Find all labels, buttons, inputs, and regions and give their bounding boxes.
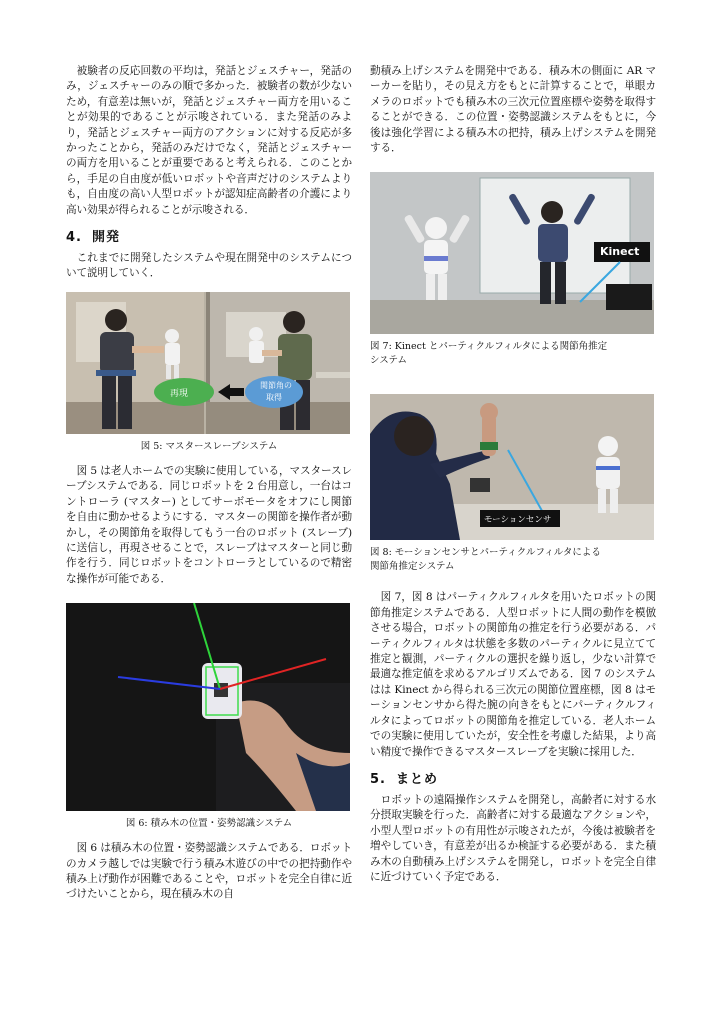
figure-7-caption-line2: システム — [370, 355, 408, 367]
figure-7-caption-line1: 図 7: Kinect とパーティクルフィルタによる関節角推定 — [370, 341, 608, 353]
section-4-title: 開発 — [91, 230, 120, 246]
figure-5-caption: 図 5: マスタースレーブシステム — [140, 440, 278, 452]
right-column — [370, 64, 656, 885]
section-5-heading — [370, 768, 656, 787]
paragraph-figure-6: 図 6 は積み木の位置・姿勢認識システムである．ロボットのカメラ越しでは実験で行う積み木遊びの中での把持動作や積み上げ動作が困難であることや，ロボットを完全自律に近づけたいことから，現在積み木の自 — [66, 842, 352, 901]
figure-8-image — [370, 394, 654, 540]
figure-8-label-sensor: モーションセンサ — [484, 515, 552, 526]
paragraph-continued: 動積み上げシステムを開発中である．積み木の側面に AR マーカーを貼り，その見え方をもとに計算することで，単眼カメラのロボットでも積み木の三次元位置座標や姿勢を取得することができる．この位置・姿勢認識システムをもとに，今後は強化学習による積み木の把持，積み上げシステムを開発する． — [370, 65, 656, 155]
paragraph-section-5: ロボットの遠隔操作システムを開発し，高齢者に対する水分摂取実験を行った．高齢者に対する最適なアクションや，小型人型ロボットの有用性が示唆されたが，今後は被験者を増やしていき，有意差が出るか検証する必要がある．また積み木の自動積み上げシステムを開発し，ロボットを完全自律に近づけていく予定である． — [370, 793, 656, 883]
figure-7-image — [370, 172, 654, 334]
paragraph-intro: 被験者の反応回数の平均は，発話とジェスチャー，発話のみ，ジェスチャーのみの順で多かった．被験者の数が少ないため，有意差は無いが，発話とジェスチャー両方を用いることが効果的であることが示唆されている．また発話のみより，発話とジェスチャー両方のアクションに対する反応が多かったことから，発話のみだけでなく，発話とジェスチャーの両方を用いることが重要であると考えられる．このことから，手足の自由度が低いロボットや音声だけのシステムよりも，自由度の高い人型ロボットが認知症高齢者の介護により高い効果が得られることが示唆される． — [66, 65, 352, 216]
figure-8-caption-line2: 関節角推定システム — [370, 561, 455, 573]
section-5-title: まとめ — [395, 771, 438, 787]
figure-8-caption — [370, 546, 656, 574]
figure-5-label-replay: 再現 — [170, 388, 189, 399]
paragraph-figure-7-8: 図 7，図 8 はパーティクルフィルタを用いたロボットの関節角推定システムである．人型ロボットに人間の動作を模倣させる場合，ロボットの関節角の推定を行う必要がある．パーティクルフィルタは状態を多数のパーティクルに見立てて推定と観測，パーティクルの選択を繰り返し，少ない計算で最適な推定値を求めるアルゴリズムである．図 7 のシステムはは Kinect から得られる三次元の関節位置座標，図 8 はモーションセンサから得た腕の向きをもとにパーティクルフィルタによってロボットの関節角を推定している．老人ホームでの実験に使用していたが，安全性を考慮した結果，より高い精度で操作できるマスタースレーブを実験に採用した． — [370, 591, 656, 758]
paragraph-section-4: これまでに開発したシステムや現在開発中のシステムについて説明していく． — [66, 252, 352, 280]
figure-7-label-kinect: Kinect — [600, 245, 640, 259]
figure-5-image — [66, 292, 350, 434]
figure-6-caption: 図 6: 積み木の位置・姿勢認識システム — [125, 818, 293, 830]
section-4-number: 4. — [66, 230, 82, 246]
paragraph-figure-5: 図 5 は老人ホームでの実験に使用している，マスタースレーブシステムである．同じロボットを 2 台用意し，一台はコントローラ (マスター) としてサーボモータをオフにし関節を自由に動かせるようにする．マスターの関節を操作者が動かし，その関節角を取得してもう一台のロボット (スレーブ) に送信し，再現させることで，スレーブはマスターと同じ動作を行う．同じロボットをコントローラとしているので精密な操作が可能である． — [66, 464, 352, 585]
section-5-number: 5. — [370, 771, 386, 787]
section-4-heading — [66, 226, 352, 245]
figure-5-label-angle-line2: 取得 — [266, 392, 282, 402]
figure-5-label-angle-line1: 関節角の — [260, 380, 292, 390]
figure-7-caption — [370, 340, 656, 368]
figure-8-caption-line1: 図 8: モーションセンサとパーティクルフィルタによる — [370, 547, 601, 559]
left-column — [66, 64, 352, 903]
figure-6-image — [66, 603, 350, 811]
